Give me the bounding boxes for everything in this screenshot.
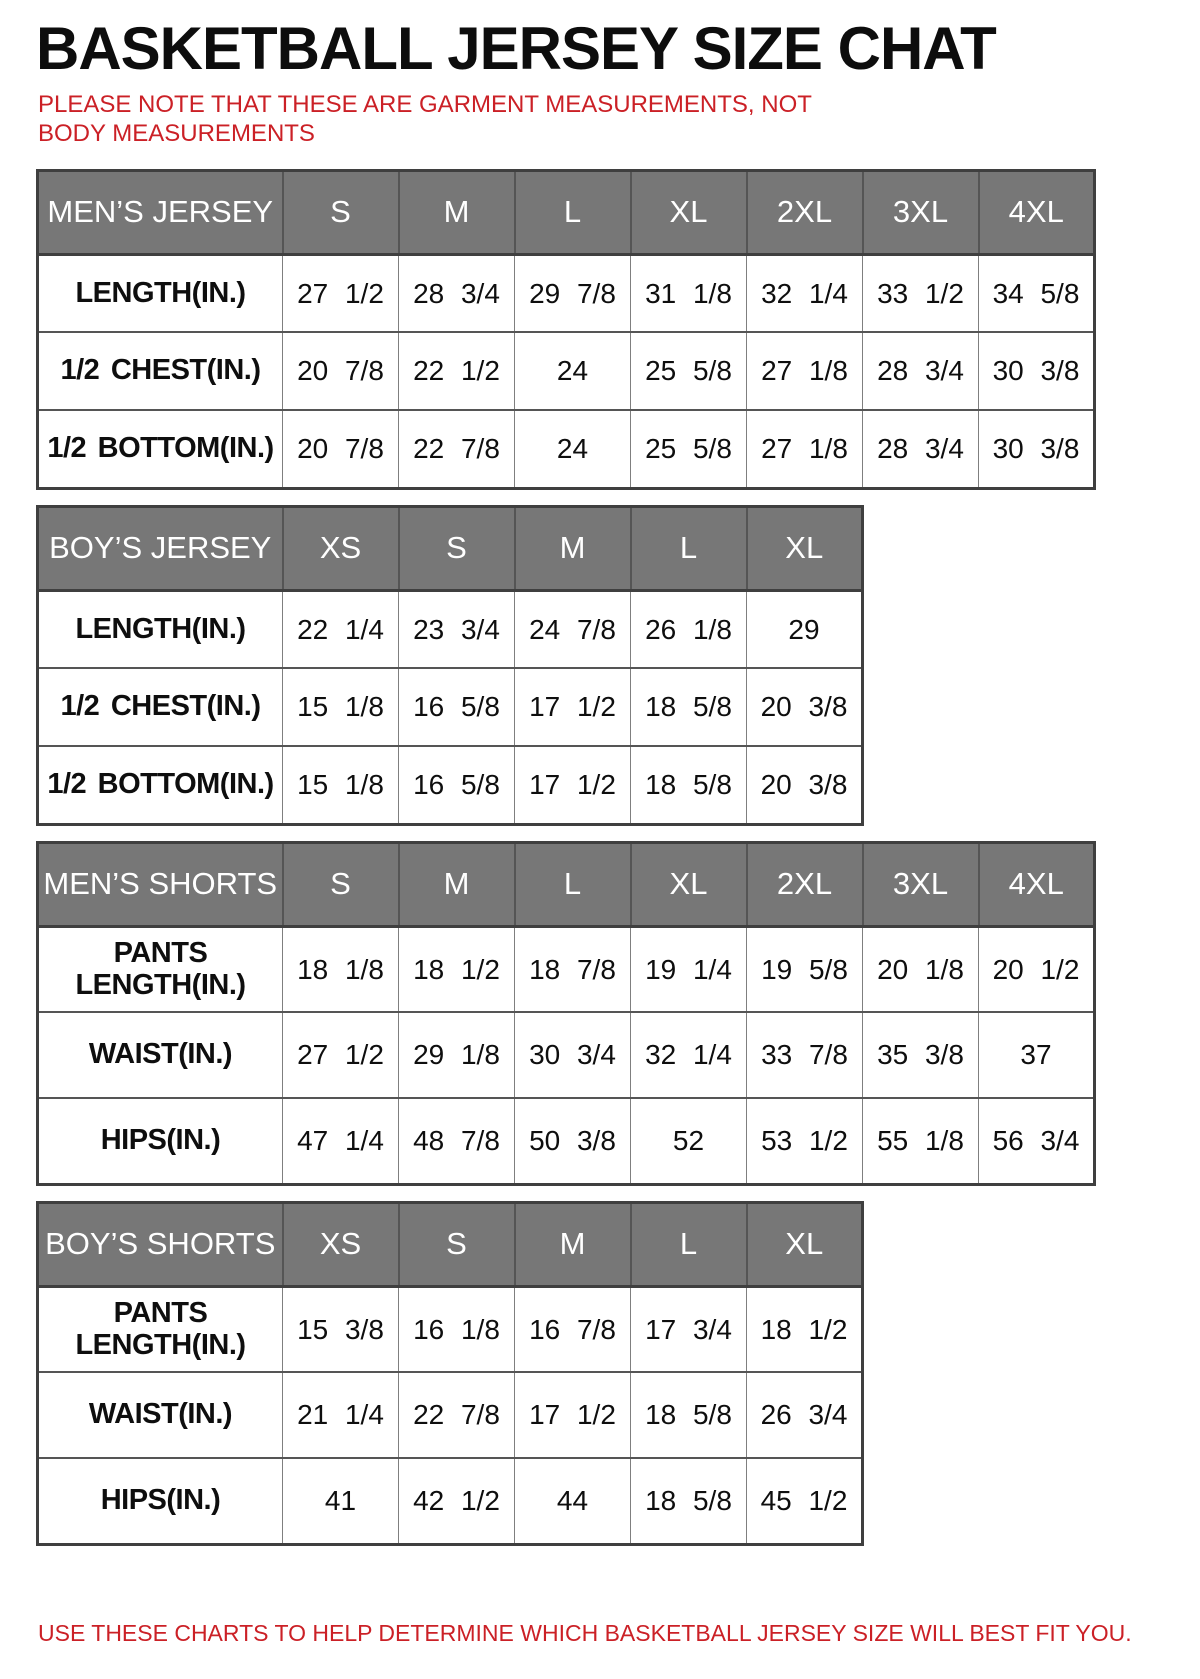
size-value-cell: 56 3/4 bbox=[979, 1098, 1095, 1184]
size-value-cell: 26 1/8 bbox=[631, 590, 747, 668]
boys-shorts-size-header-l: L bbox=[631, 1202, 747, 1286]
boys-jersey-size-header-xs: XS bbox=[283, 506, 399, 590]
table-row bbox=[38, 332, 1095, 410]
mens-jersey-size-header-2xl: 2XL bbox=[747, 170, 863, 254]
boys-jersey-table-wrap bbox=[36, 505, 1170, 826]
size-value-cell: 31 1/8 bbox=[631, 254, 747, 332]
size-value-cell: 25 5/8 bbox=[631, 410, 747, 488]
size-value-cell: 19 1/4 bbox=[631, 926, 747, 1012]
table-row bbox=[38, 1286, 863, 1372]
row-label-cell: LENGTH(IN.) bbox=[38, 590, 283, 668]
size-value-cell: 52 bbox=[631, 1098, 747, 1184]
table-row bbox=[38, 1012, 1095, 1098]
size-value-cell: 20 3/8 bbox=[747, 668, 863, 746]
size-value-cell: 28 3/4 bbox=[399, 254, 515, 332]
mens-jersey-size-header-s: S bbox=[283, 170, 399, 254]
mens-shorts-size-header-2xl: 2XL bbox=[747, 842, 863, 926]
mens-jersey-title-cell: MEN’S JERSEY bbox=[38, 170, 283, 254]
table-row bbox=[38, 410, 1095, 488]
size-value-cell: 44 bbox=[515, 1458, 631, 1544]
size-value-cell: 17 1/2 bbox=[515, 1372, 631, 1458]
row-label-cell: WAIST(IN.) bbox=[38, 1012, 283, 1098]
boys-shorts-table-wrap bbox=[36, 1201, 1170, 1546]
size-value-cell: 29 bbox=[747, 590, 863, 668]
row-label-cell: LENGTH(IN.) bbox=[38, 254, 283, 332]
row-label-cell: PANTS LENGTH(IN.) bbox=[38, 926, 283, 1012]
size-value-cell: 33 1/2 bbox=[863, 254, 979, 332]
size-value-cell: 20 3/8 bbox=[747, 746, 863, 824]
boys-jersey-header-row bbox=[38, 506, 863, 590]
size-value-cell: 20 1/8 bbox=[863, 926, 979, 1012]
table-row bbox=[38, 1098, 1095, 1184]
size-value-cell: 20 1/2 bbox=[979, 926, 1095, 1012]
table-row bbox=[38, 668, 863, 746]
boys-jersey-size-header-l: L bbox=[631, 506, 747, 590]
size-value-cell: 25 5/8 bbox=[631, 332, 747, 410]
boys-shorts-header-row bbox=[38, 1202, 863, 1286]
size-value-cell: 20 7/8 bbox=[283, 410, 399, 488]
size-value-cell: 22 7/8 bbox=[399, 410, 515, 488]
size-value-cell: 18 5/8 bbox=[631, 1372, 747, 1458]
size-value-cell: 17 3/4 bbox=[631, 1286, 747, 1372]
mens-jersey-size-header-3xl: 3XL bbox=[863, 170, 979, 254]
size-value-cell: 16 7/8 bbox=[515, 1286, 631, 1372]
size-value-cell: 18 1/8 bbox=[283, 926, 399, 1012]
mens-jersey-table-wrap bbox=[36, 169, 1170, 490]
size-value-cell: 23 3/4 bbox=[399, 590, 515, 668]
size-value-cell: 18 7/8 bbox=[515, 926, 631, 1012]
boys-shorts-table bbox=[36, 1201, 864, 1546]
size-value-cell: 47 1/4 bbox=[283, 1098, 399, 1184]
mens-shorts-size-header-s: S bbox=[283, 842, 399, 926]
table-row bbox=[38, 254, 1095, 332]
boys-shorts-size-header-xl: XL bbox=[747, 1202, 863, 1286]
size-value-cell: 24 7/8 bbox=[515, 590, 631, 668]
size-value-cell: 21 1/4 bbox=[283, 1372, 399, 1458]
mens-shorts-size-header-xl: XL bbox=[631, 842, 747, 926]
boys-shorts-size-header-m: M bbox=[515, 1202, 631, 1286]
boys-jersey-size-header-m: M bbox=[515, 506, 631, 590]
table-row bbox=[38, 746, 863, 824]
size-value-cell: 18 5/8 bbox=[631, 668, 747, 746]
boys-jersey-size-header-xl: XL bbox=[747, 506, 863, 590]
size-value-cell: 27 1/2 bbox=[283, 254, 399, 332]
row-label-cell: HIPS(IN.) bbox=[38, 1098, 283, 1184]
mens-shorts-title-cell: MEN’S SHORTS bbox=[38, 842, 283, 926]
size-value-cell: 41 bbox=[283, 1458, 399, 1544]
size-value-cell: 26 3/4 bbox=[747, 1372, 863, 1458]
boys-jersey-table bbox=[36, 505, 864, 826]
fit-advice-note: USE THESE CHARTS TO HELP DETERMINE WHICH BASKETBALL JERSEY SIZE WILL BEST FIT YOU. bbox=[38, 1619, 1132, 1646]
size-value-cell: 17 1/2 bbox=[515, 668, 631, 746]
row-label-cell: HIPS(IN.) bbox=[38, 1458, 283, 1544]
size-value-cell: 22 7/8 bbox=[399, 1372, 515, 1458]
size-value-cell: 22 1/4 bbox=[283, 590, 399, 668]
size-value-cell: 15 1/8 bbox=[283, 668, 399, 746]
size-value-cell: 48 7/8 bbox=[399, 1098, 515, 1184]
row-label-cell: PANTS LENGTH(IN.) bbox=[38, 1286, 283, 1372]
size-value-cell: 45 1/2 bbox=[747, 1458, 863, 1544]
garment-measurement-note: PLEASE NOTE THAT THESE ARE GARMENT MEASUREMENTS, NOT BODY MEASUREMENTS bbox=[38, 91, 812, 147]
size-value-cell: 30 3/8 bbox=[979, 410, 1095, 488]
size-value-cell: 30 3/8 bbox=[979, 332, 1095, 410]
mens-jersey-size-header-m: M bbox=[399, 170, 515, 254]
size-value-cell: 30 3/4 bbox=[515, 1012, 631, 1098]
size-value-cell: 16 1/8 bbox=[399, 1286, 515, 1372]
size-value-cell: 24 bbox=[515, 410, 631, 488]
mens-shorts-size-header-l: L bbox=[515, 842, 631, 926]
mens-shorts-size-header-3xl: 3XL bbox=[863, 842, 979, 926]
mens-shorts-header-row bbox=[38, 842, 1095, 926]
mens-jersey-header-row bbox=[38, 170, 1095, 254]
boys-shorts-size-header-xs: XS bbox=[283, 1202, 399, 1286]
size-value-cell: 18 5/8 bbox=[631, 746, 747, 824]
size-value-cell: 20 7/8 bbox=[283, 332, 399, 410]
table-row bbox=[38, 590, 863, 668]
size-value-cell: 53 1/2 bbox=[747, 1098, 863, 1184]
boys-shorts-size-header-s: S bbox=[399, 1202, 515, 1286]
mens-shorts-size-header-4xl: 4XL bbox=[979, 842, 1095, 926]
size-value-cell: 32 1/4 bbox=[747, 254, 863, 332]
size-value-cell: 29 7/8 bbox=[515, 254, 631, 332]
size-value-cell: 28 3/4 bbox=[863, 410, 979, 488]
size-value-cell: 35 3/8 bbox=[863, 1012, 979, 1098]
size-value-cell: 16 5/8 bbox=[399, 668, 515, 746]
size-value-cell: 15 3/8 bbox=[283, 1286, 399, 1372]
size-value-cell: 22 1/2 bbox=[399, 332, 515, 410]
row-label-cell: 1/2 CHEST(IN.) bbox=[38, 332, 283, 410]
size-value-cell: 33 7/8 bbox=[747, 1012, 863, 1098]
mens-shorts-table-wrap bbox=[36, 841, 1170, 1186]
size-value-cell: 37 bbox=[979, 1012, 1095, 1098]
row-label-cell: 1/2 BOTTOM(IN.) bbox=[38, 746, 283, 824]
row-label-cell: 1/2 CHEST(IN.) bbox=[38, 668, 283, 746]
size-value-cell: 28 3/4 bbox=[863, 332, 979, 410]
size-value-cell: 19 5/8 bbox=[747, 926, 863, 1012]
size-value-cell: 18 1/2 bbox=[747, 1286, 863, 1372]
row-label-cell: 1/2 BOTTOM(IN.) bbox=[38, 410, 283, 488]
size-value-cell: 50 3/8 bbox=[515, 1098, 631, 1184]
row-label-cell: WAIST(IN.) bbox=[38, 1372, 283, 1458]
size-value-cell: 16 5/8 bbox=[399, 746, 515, 824]
mens-shorts-size-header-m: M bbox=[399, 842, 515, 926]
page-title: BASKETBALL JERSEY SIZE CHAT bbox=[36, 15, 996, 82]
size-value-cell: 55 1/8 bbox=[863, 1098, 979, 1184]
table-row bbox=[38, 926, 1095, 1012]
size-value-cell: 24 bbox=[515, 332, 631, 410]
size-value-cell: 27 1/8 bbox=[747, 332, 863, 410]
size-value-cell: 27 1/2 bbox=[283, 1012, 399, 1098]
boys-jersey-title-cell: BOY’S JERSEY bbox=[38, 506, 283, 590]
mens-jersey-size-header-xl: XL bbox=[631, 170, 747, 254]
size-value-cell: 17 1/2 bbox=[515, 746, 631, 824]
size-value-cell: 34 5/8 bbox=[979, 254, 1095, 332]
table-row bbox=[38, 1458, 863, 1544]
size-value-cell: 32 1/4 bbox=[631, 1012, 747, 1098]
mens-shorts-table bbox=[36, 841, 1096, 1186]
mens-jersey-table bbox=[36, 169, 1096, 490]
mens-jersey-size-header-l: L bbox=[515, 170, 631, 254]
boys-jersey-size-header-s: S bbox=[399, 506, 515, 590]
size-value-cell: 42 1/2 bbox=[399, 1458, 515, 1544]
mens-jersey-size-header-4xl: 4XL bbox=[979, 170, 1095, 254]
size-value-cell: 15 1/8 bbox=[283, 746, 399, 824]
size-value-cell: 18 5/8 bbox=[631, 1458, 747, 1544]
table-row bbox=[38, 1372, 863, 1458]
size-value-cell: 18 1/2 bbox=[399, 926, 515, 1012]
boys-shorts-title-cell: BOY’S SHORTS bbox=[38, 1202, 283, 1286]
size-value-cell: 27 1/8 bbox=[747, 410, 863, 488]
size-value-cell: 29 1/8 bbox=[399, 1012, 515, 1098]
